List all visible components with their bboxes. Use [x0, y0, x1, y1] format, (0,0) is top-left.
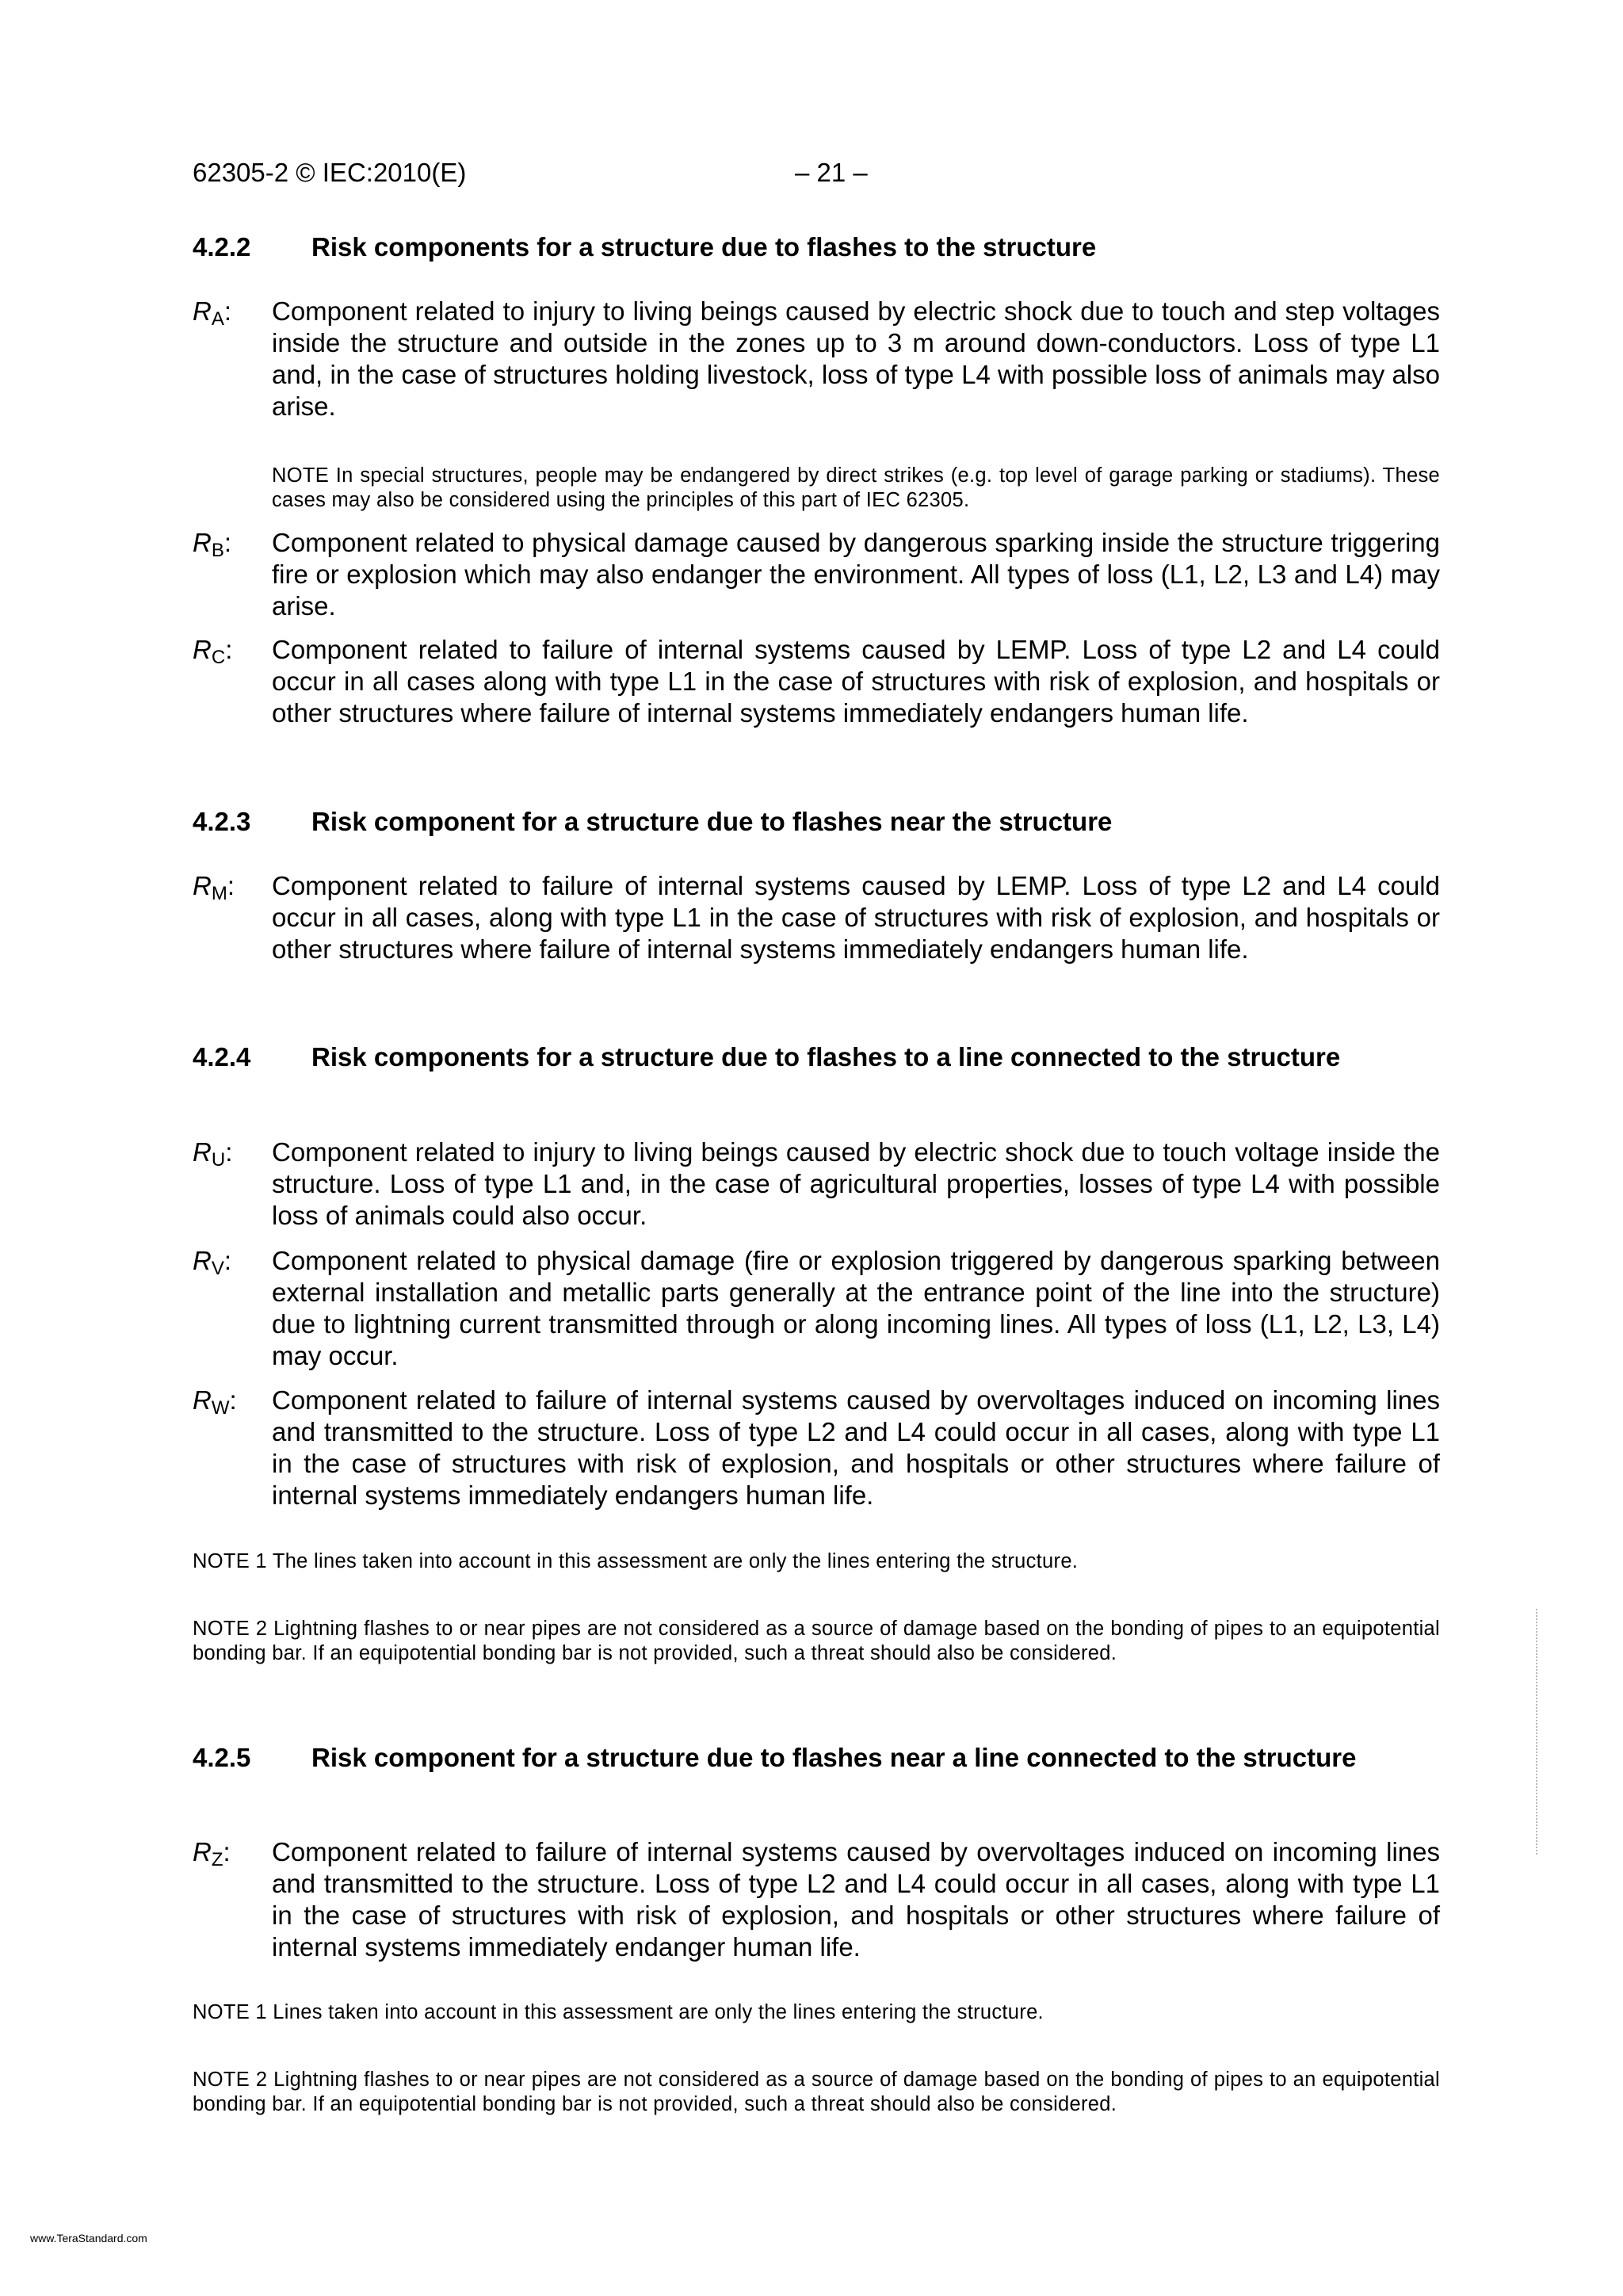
risk-component-rb: [193, 527, 1440, 622]
risk-symbol: $R_M$:: [193, 871, 235, 904]
section-title: Risk component for a structure due to flashes near the structure: [311, 807, 1113, 836]
risk-description: Component related to failure of internal systems caused by LEMP. Loss of type L2 and L4 could occur in all cases, along with type L1 in the case of structures with risk of explosion, and hospitals or other structures where failure of internal systems immediately endangers human life.: [272, 871, 1440, 964]
risk-description: Component related to failure of internal systems caused by LEMP. Loss of type L2 and L4 could occur in all cases along with type L1 in the case of structures with risk of explosion, and hospitals or other structures where failure of internal systems immediately endangers human life.: [272, 635, 1440, 728]
risk-symbol: $R_B$:: [193, 528, 232, 561]
section-heading-4-2-2: [193, 231, 1440, 263]
risk-component-rc: [193, 634, 1440, 729]
margin-dots: [1536, 1609, 1542, 1855]
risk-symbol: $R_V$:: [193, 1246, 232, 1279]
note-2-4-2-5: NOTE 2 Lightning flashes to or near pipes are not considered as a source of damage based on the bonding of pipes to an equipotential bonding bar. If an equipotential bonding bar is not provided, such a threat should also be considered.: [193, 2069, 1440, 2115]
note-1-4-2-5: NOTE 1 Lines taken into account in this assessment are only the lines entering the structure.: [193, 2001, 1044, 2023]
risk-component-rm: [193, 870, 1440, 965]
section-title: Risk component for a structure due to flashes near a line connected to the structure: [311, 1743, 1357, 1772]
risk-component-rw: [193, 1385, 1440, 1511]
risk-component-rz: [193, 1836, 1440, 1963]
risk-component-rv: [193, 1245, 1440, 1372]
section-heading-4-2-4: [193, 1041, 1440, 1073]
risk-component-ra: [193, 296, 1440, 422]
section-title: Risk components for a structure due to flashes to a line connected to the structure: [311, 1042, 1341, 1072]
section-title: Risk components for a structure due to flashes to the structure: [311, 232, 1097, 262]
risk-description: Component related to physical damage caused by dangerous sparking inside the structure triggering fire or explosion which may also endanger the environment. All types of loss (L1, L2, L3 and L4) may arise.: [272, 528, 1440, 621]
section-number: 4.2.2: [193, 232, 251, 262]
note-2-4-2-4: NOTE 2 Lightning flashes to or near pipes are not considered as a source of damage based on the bonding of pipes to an equipotential bonding bar. If an equipotential bonding bar is not provided, such a threat should also be considered.: [193, 1618, 1440, 1664]
page-number: – 21 –: [795, 158, 868, 187]
risk-description: Component related to failure of internal systems caused by overvoltages induced on incoming lines and transmitted to the structure. Loss of type L2 and L4 could occur in all cases, along with type L1 in the case of structures with risk of explosion, and hospitals or other structures where failure of internal systems immediately endangers human life.: [272, 1385, 1440, 1510]
risk-symbol: $R_C$:: [193, 635, 233, 668]
section-heading-4-2-5: [193, 1742, 1440, 1774]
risk-component-ru: [193, 1137, 1440, 1232]
risk-description: Component related to physical damage (fire or explosion triggered by dangerous sparking between external installation and metallic parts generally at the entrance point of the line into the structure) due to lightning current transmitted through or along incoming lines. All types of loss (L1, L2, L3, L4) may occur.: [272, 1246, 1440, 1370]
note-1-4-2-4: NOTE 1 The lines taken into account in this assessment are only the lines entering the structure.: [193, 1550, 1079, 1572]
risk-symbol: $R_U$:: [193, 1137, 233, 1171]
section-number: 4.2.5: [193, 1743, 251, 1772]
section-heading-4-2-3: [193, 806, 1440, 838]
risk-symbol: $R_A$:: [193, 296, 232, 330]
section-number: 4.2.4: [193, 1042, 251, 1072]
footer-url: www.TeraStandard.com: [30, 2232, 147, 2244]
risk-description: Component related to injury to living beings caused by electric shock due to touch and step voltages inside the structure and outside in the zones up to 3 m around down-conductors. Loss of type L1 and, in the case of structures holding livestock, loss of type L4 with possible loss of animals may also arise.: [272, 296, 1440, 421]
section-number: 4.2.3: [193, 807, 251, 836]
standard-reference: 62305-2 © IEC:2010(E): [193, 158, 467, 187]
note-ra: NOTE In special structures, people may be endangered by direct strikes (e.g. top level of garage parking or stadiums). These cases may also be considered using the principles of this part of IEC 62305.: [272, 464, 1440, 511]
risk-description: Component related to failure of internal systems caused by overvoltages induced on incoming lines and transmitted to the structure. Loss of type L2 and L4 could occur in all cases, along with type L1 in the case of structures with risk of explosion, and hospitals or other structures where failure of internal systems immediately endanger human life.: [272, 1837, 1440, 1962]
risk-symbol: $R_Z$:: [193, 1837, 231, 1870]
risk-description: Component related to injury to living beings caused by electric shock due to touch voltage inside the structure. Loss of type L1 and, in the case of agricultural properties, losses of type L4 with possible loss of animals could also occur.: [272, 1137, 1440, 1230]
risk-symbol: $R_W$:: [193, 1385, 237, 1419]
